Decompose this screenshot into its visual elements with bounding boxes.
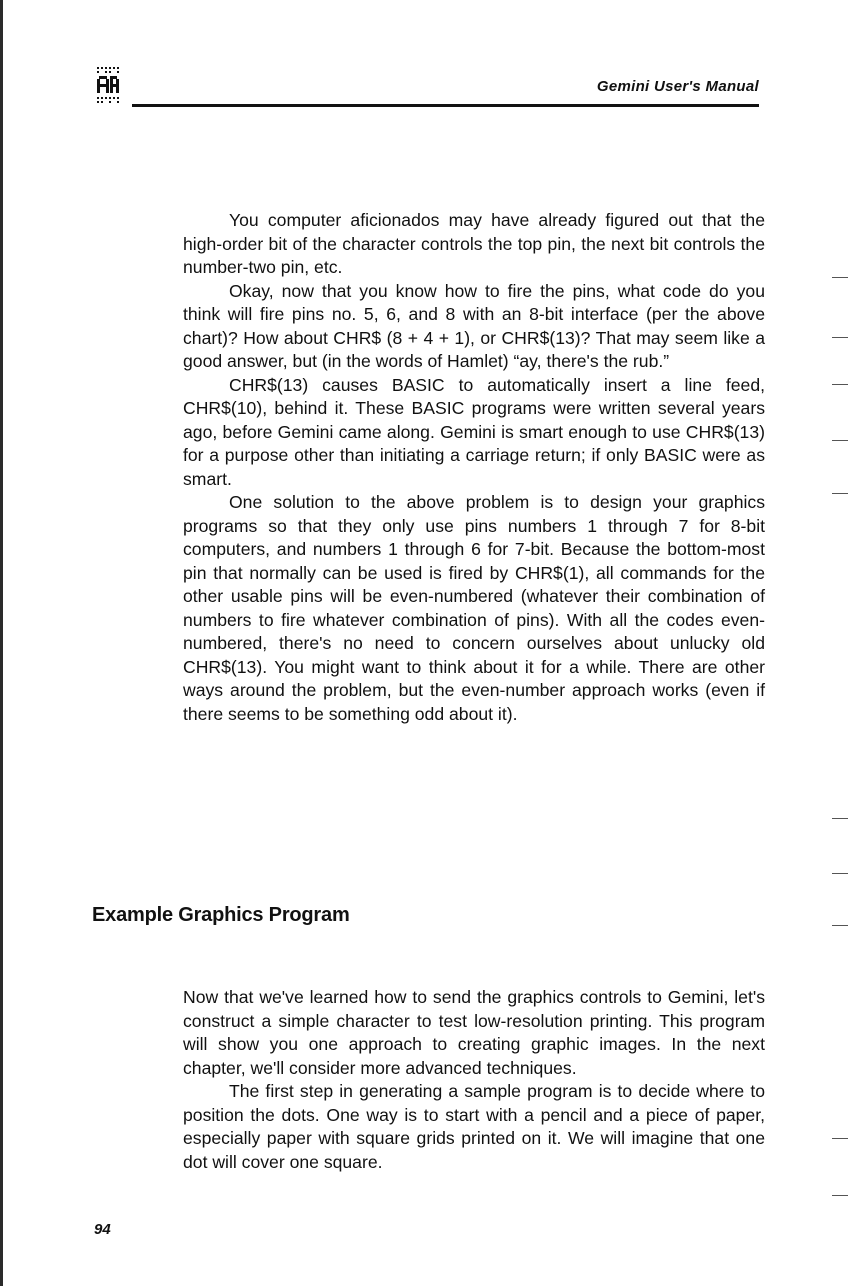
header-rule (132, 104, 759, 107)
scan-mark (832, 277, 848, 278)
scan-mark (832, 493, 848, 494)
scan-mark (832, 1195, 848, 1196)
paragraph: The first step in generating a sample program is to decide where to position the dots. One way is to start with a pencil and a piece of paper, especially paper with square grids printed on it. We will imagine that one dot will cover one square. (183, 1081, 765, 1172)
scan-mark (832, 925, 848, 926)
paragraph: Okay, now that you know how to fire the pins, what code do you think will fire pins no. 5, 6, and 8 with an 8-bit interface (per the above chart)? How about CHR$ (8 + 4 + 1), or CHR$(13)? That may seem like a good answer, but (in the words of Hamlet) “ay, there's the rub.” (183, 280, 765, 371)
scan-mark (832, 440, 848, 441)
paragraph: You computer aficionados may have already figured out that the high-order bit of the character controls the top pin, the next bit controls the number-two pin, etc. (183, 210, 765, 277)
body-text-top (183, 209, 765, 726)
scan-mark (832, 384, 848, 385)
body-text-section (183, 986, 765, 1174)
scan-mark (832, 1138, 848, 1139)
scan-page-edge (0, 0, 3, 1286)
section-heading: Example Graphics Program (92, 904, 350, 926)
gemini-logo-icon (96, 66, 120, 106)
scan-mark (832, 873, 848, 874)
scan-mark (832, 818, 848, 819)
running-header-title: Gemini User's Manual (596, 78, 759, 95)
paragraph: One solution to the above problem is to design your graphics programs so that they only use pins numbers 1 through 7 for 8-bit computers, and numbers 1 through 6 for 7-bit. Because the bottom-most pin that normally can be used is fired by CHR$(1), all commands for the other usable pins will be even-numbered (whatever their combination of numbers to fire whatever combination of pins). With all the codes even-numbered, there's no need to concern ourselves about unlucky old CHR$(13). You might want to think about it for a while. There are other ways around the problem, but the even-number approach works (even if there seems to be something odd about it). (183, 492, 765, 724)
page-number: 94 (94, 1221, 111, 1238)
paragraph: CHR$(13) causes BASIC to automatically insert a line feed, CHR$(10), behind it. These BASIC programs were written several years ago, before Gemini came along. Gemini is smart enough to use CHR$(13) for a purpose other than initiating a carriage return; if only BASIC were as smart. (183, 374, 765, 489)
paragraph: Now that we've learned how to send the graphics controls to Gemini, let's construct a simple character to test low-resolution printing. This program will show you one approach to creating graphic images. In the next chapter, we'll consider more advanced techniques. (183, 987, 765, 1078)
scan-mark (832, 337, 848, 338)
